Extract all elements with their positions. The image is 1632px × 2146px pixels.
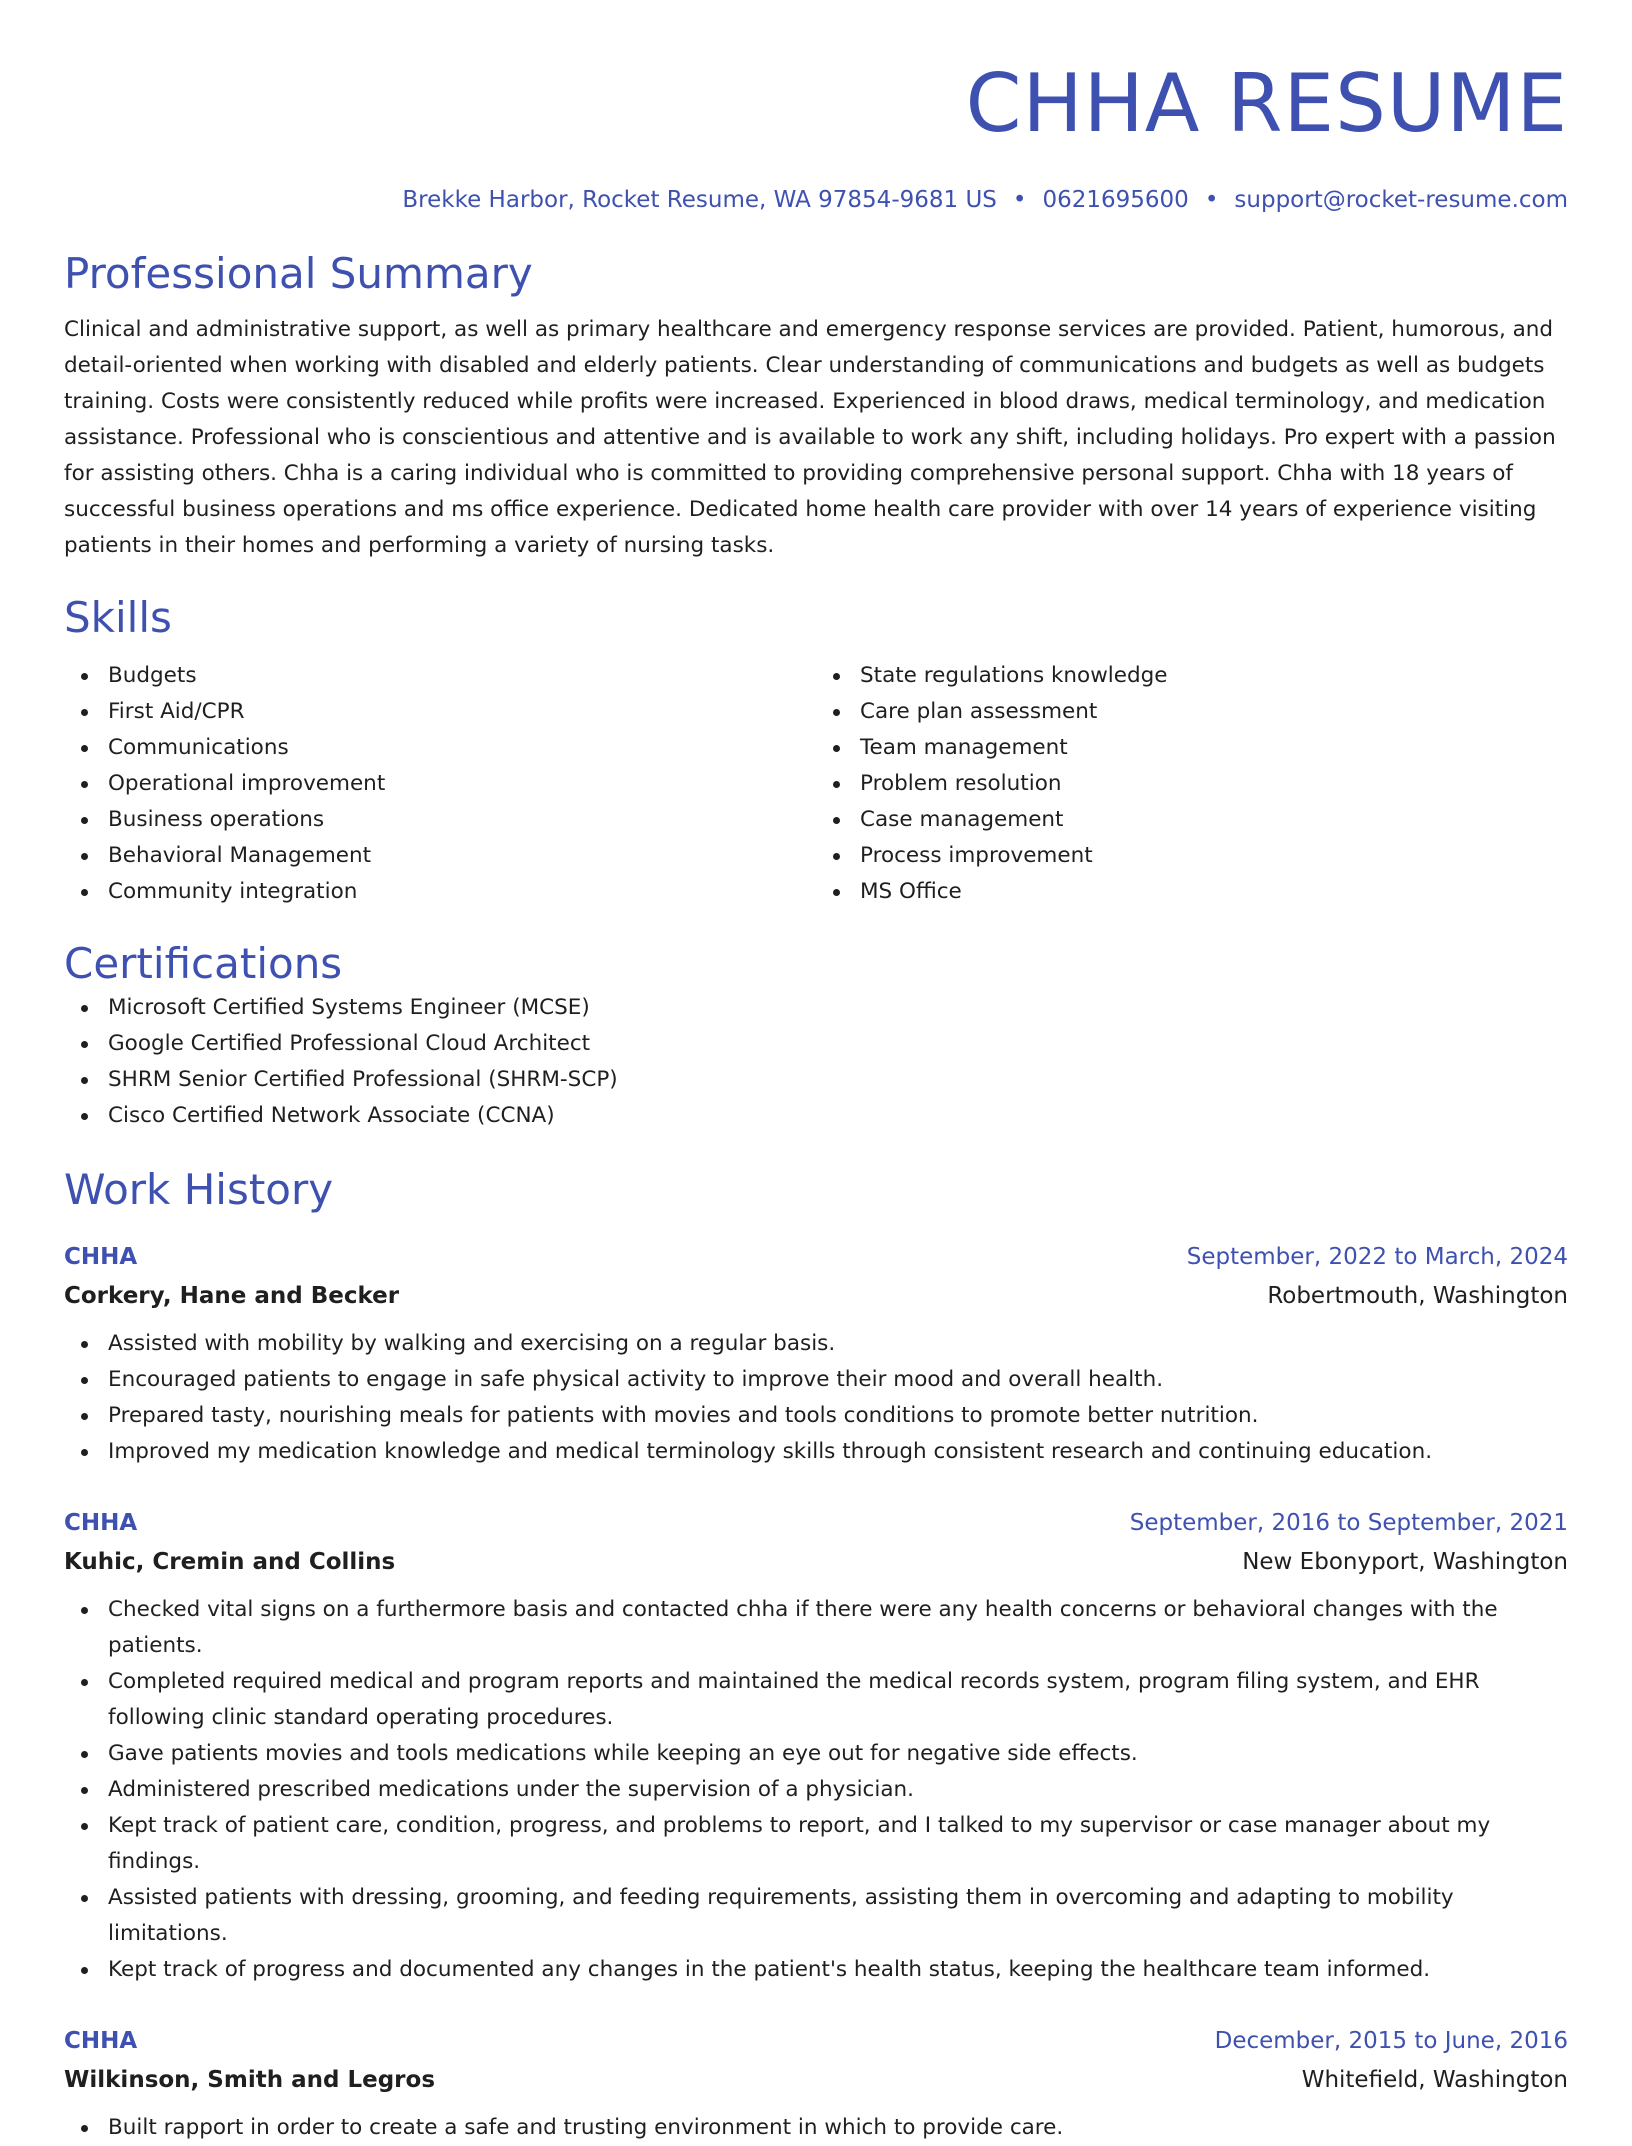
skill-item: Business operations xyxy=(64,802,816,838)
job-company: Wilkinson, Smith and Legros xyxy=(64,2067,436,2093)
job-duty: Gave patients movies and tools medications while keeping an eye out for negative side effects. xyxy=(64,1736,1568,1772)
certifications-heading: Certifications xyxy=(64,939,343,988)
contact-address: Brekke Harbor, Rocket Resume, WA 97854-9681 US xyxy=(402,187,997,213)
work-history-heading: Work History xyxy=(64,1165,334,1214)
skill-item: First Aid/CPR xyxy=(64,694,816,730)
certifications-list xyxy=(64,990,1568,1134)
contact-email[interactable]: support@rocket-resume.com xyxy=(1234,187,1568,213)
job-duties xyxy=(64,2110,1568,2146)
skill-item: Care plan assessment xyxy=(816,694,1568,730)
job-title-row xyxy=(64,1504,1568,1542)
job-location: Robertmouth, Washington xyxy=(1267,1283,1568,1309)
skills-heading: Skills xyxy=(64,593,172,642)
job-company-row xyxy=(64,1276,1568,1316)
job-company: Corkery, Hane and Becker xyxy=(64,1283,400,1309)
summary-text: Clinical and administrative support, as well as primary healthcare and emergency response services are provided. Patient, humorous, and detail-oriented when working with disabled and elderly patients. Clear understanding of communications and budgets as well as budgets training. Costs were consistently reduced while profits were increased. Experienced in blood draws, medical terminology, and medication assistance. Professional who is conscientious and attentive and is available to work any shift, including holidays. Pro expert with a passion for assisting others. Chha is a caring individual who is committed to providing comprehensive personal support. Chha with 18 years of successful business operations and ms office experience. Dedicated home health care provider with over 14 years of experience visiting patients in their homes and performing a variety of nursing tasks. xyxy=(64,317,1556,558)
contact-line xyxy=(64,184,1568,216)
job-entry xyxy=(64,1504,1568,1988)
certification-item: Google Certified Professional Cloud Architect xyxy=(64,1026,1568,1062)
job-duties xyxy=(64,1592,1568,1988)
skill-item: Problem resolution xyxy=(816,766,1568,802)
summary-heading: Professional Summary xyxy=(64,249,533,298)
skill-item: Behavioral Management xyxy=(64,838,816,874)
job-duty: Assisted patients with dressing, grooming, and feeding requirements, assisting them in overcoming and adapting to mobility limitations. xyxy=(64,1880,1568,1952)
skill-item: Budgets xyxy=(64,658,816,694)
job-title-row xyxy=(64,1238,1568,1276)
certification-item: Cisco Certified Network Associate (CCNA) xyxy=(64,1098,1568,1134)
skill-item: MS Office xyxy=(816,874,1568,910)
job-dates: September, 2016 to September, 2021 xyxy=(1129,1510,1568,1536)
job-duty: Administered prescribed medications under the supervision of a physician. xyxy=(64,1772,1568,1808)
resume-header xyxy=(64,0,1568,216)
job-title-row xyxy=(64,2022,1568,2060)
job-title: CHHA xyxy=(64,1244,138,1270)
skills-list-right xyxy=(816,658,1568,910)
job-duty: Assisted with mobility by walking and exercising on a regular basis. xyxy=(64,1326,1568,1362)
job-title: CHHA xyxy=(64,2028,138,2054)
job-location: New Ebonyport, Washington xyxy=(1242,1549,1568,1575)
skill-item: Communications xyxy=(64,730,816,766)
job-duty: Encouraged patients to engage in safe physical activity to improve their mood and overall health. xyxy=(64,1362,1568,1398)
job-duty: Built rapport in order to create a safe and trusting environment in which to provide care. xyxy=(64,2110,1568,2146)
job-duty: Checked vital signs on a furthermore basis and contacted chha if there were any health concerns or behavioral changes with the patients. xyxy=(64,1592,1568,1664)
job-duty: Prepared tasty, nourishing meals for patients with movies and tools conditions to promote better nutrition. xyxy=(64,1398,1568,1434)
job-company-row xyxy=(64,1542,1568,1582)
skill-item: Operational improvement xyxy=(64,766,816,802)
job-company: Kuhic, Cremin and Collins xyxy=(64,1549,396,1575)
job-company-row xyxy=(64,2060,1568,2100)
job-duties xyxy=(64,1326,1568,1470)
job-location: Whitefield, Washington xyxy=(1301,2067,1568,2093)
resume-name: CHHA RESUME xyxy=(965,57,1568,150)
skill-item: Team management xyxy=(816,730,1568,766)
skill-item: State regulations knowledge xyxy=(816,658,1568,694)
skill-item: Process improvement xyxy=(816,838,1568,874)
skill-item: Community integration xyxy=(64,874,816,910)
job-entry xyxy=(64,1238,1568,1470)
job-entry xyxy=(64,2022,1568,2146)
job-duty: Kept track of progress and documented any changes in the patient's health status, keeping the healthcare team informed. xyxy=(64,1952,1568,1988)
certification-item: SHRM Senior Certified Professional (SHRM-SCP) xyxy=(64,1062,1568,1098)
job-dates: December, 2015 to June, 2016 xyxy=(1214,2028,1568,2054)
job-duty: Completed required medical and program reports and maintained the medical records system, program filing system, and EHR following clinic standard operating procedures. xyxy=(64,1664,1568,1736)
job-title: CHHA xyxy=(64,1510,138,1536)
contact-separator: • xyxy=(1012,187,1027,213)
job-dates: September, 2022 to March, 2024 xyxy=(1186,1244,1568,1270)
contact-phone: 0621695600 xyxy=(1042,187,1189,213)
certification-item: Microsoft Certified Systems Engineer (MCSE) xyxy=(64,990,1568,1026)
job-duty: Improved my medication knowledge and medical terminology skills through consistent research and continuing education. xyxy=(64,1434,1568,1470)
skills-columns xyxy=(64,658,1568,910)
skills-list-left xyxy=(64,658,816,910)
contact-separator: • xyxy=(1204,187,1219,213)
job-duty: Kept track of patient care, condition, progress, and problems to report, and I talked to my supervisor or case manager about my findings. xyxy=(64,1808,1568,1880)
skill-item: Case management xyxy=(816,802,1568,838)
